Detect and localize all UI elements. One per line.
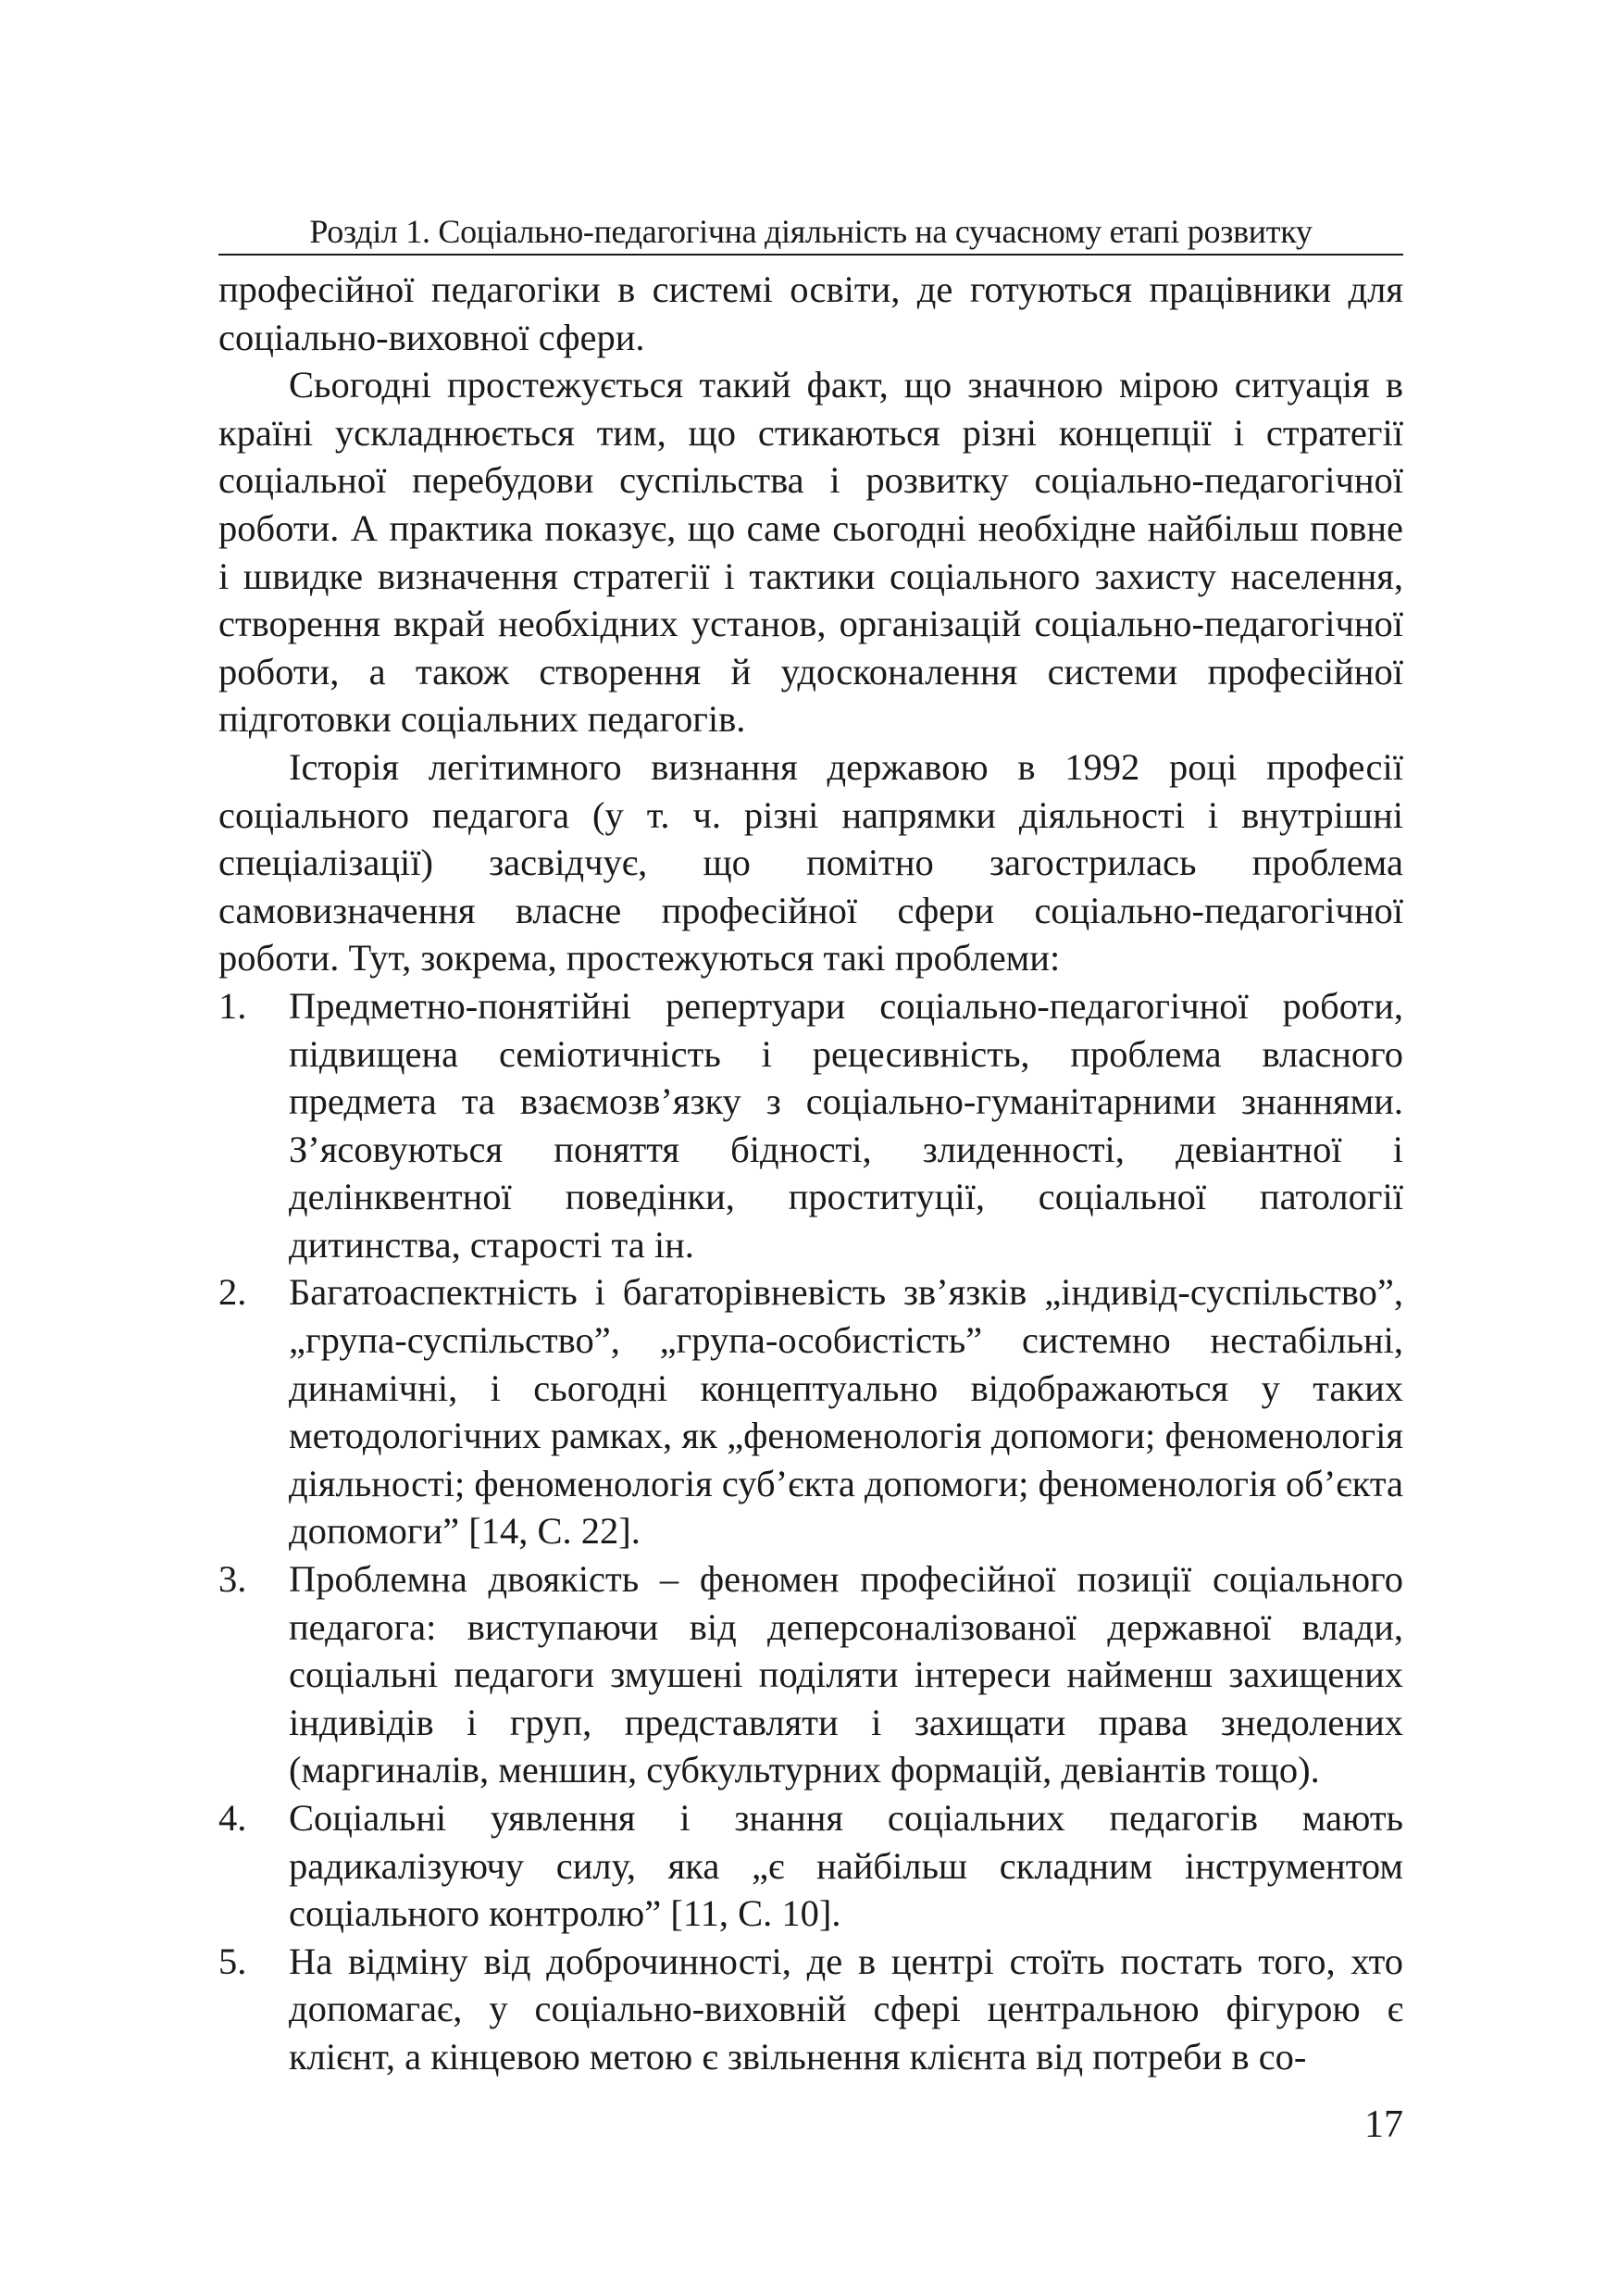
- list-item: [218, 982, 1403, 1269]
- list-item-text: Багатоаспектність і багаторівневість зв’язків „індивід-суспільство”, „група-суспільство”, „група-особистість” системно нестабільні, динамічні, і сьогодні концептуально відображаються у таких методологічних рамках, як „феноменологія допомоги; феноменологія діяльності; феноменологія суб’єкта допомоги; феноменологія об’єкта допомоги” [14, С. 22].: [289, 1271, 1403, 1553]
- list-item: [218, 1555, 1403, 1794]
- list-item-text: Предметно-понятійні репертуари соціально-педагогічної роботи, підвищена семіотичність і рецесивність, проблема власного предмета та взаємозв’язку з соціально-гуманітарними знаннями. З’ясовуються поняття бідності, злиденності, девіантної і делінквентної поведінки, проституції, соціальної патології дитинства, старості та ін.: [289, 984, 1403, 1266]
- list-item-text: Проблемна двоякість – феномен професійної позиції соціального педагога: виступаючи від деперсоналізованої державної влади, соціальні педагоги змушені поділяти інтереси найменш захищених індивідів і груп, представляти і захищати права знедолених (маргиналів, меншин, субкультурних формацій, девіантів тощо).: [289, 1558, 1403, 1791]
- problems-list: [218, 982, 1403, 2081]
- paragraph-1: Сьогодні простежується такий факт, що значною мірою ситуація в країні ускладнюється тим, що стикаються різні концепції і стратегії соціальної перебудови суспільства і розвитку соціально-педагогічної роботи. А практика показує, що саме сьогодні необхідне найбільш повне і швидке визначення стратегії і тактики соціального захисту населення, створення вкрай необхідних установ, організацій соціально-педагогічної роботи, а також створення й удосконалення системи професійної підготовки соціальних педагогів.: [218, 364, 1403, 741]
- list-item-number: 5.: [218, 1940, 247, 1982]
- list-item: [218, 1794, 1403, 1938]
- running-header: Розділ 1. Соціально-педагогічна діяльність на сучасному етапі розвитку: [218, 211, 1403, 256]
- list-item: [218, 1938, 1403, 2081]
- list-item-number: 1.: [218, 984, 247, 1027]
- list-item-number: 4.: [218, 1797, 247, 1839]
- list-item: [218, 1268, 1403, 1555]
- page-body: [218, 266, 1403, 2081]
- list-item-text: Соціальні уявлення і знання соціальних педагогів мають радикалізуючу силу, яка „є найбільш складним інструментом соціального контролю” [11, С. 10].: [289, 1797, 1403, 1935]
- paragraph-2: Історія легітимного визнання державою в 1992 році професії соціального педагога (у т. ч. різні напрямки діяльності і внутрішні спеціалізації) засвідчує, що помітно загострилась проблема самовизначення власне професійної сфери соціально-педагогічної роботи. Тут, зокрема, простежуються такі проблеми:: [218, 745, 1403, 980]
- list-item-number: 3.: [218, 1558, 247, 1601]
- continuation-paragraph: професійної педагогіки в системі освіти, де готуються працівники для соціально-виховної сфери.: [218, 268, 1403, 358]
- list-item-text: На відміну від доброчинності, де в центрі стоїть постать того, хто допомагає, у соціально-виховній сфері центральною фігурою є клієнт, а кінцевою метою є звільнення клієнта від потреби в со-: [289, 1940, 1403, 2078]
- list-item-number: 2.: [218, 1271, 247, 1314]
- page-number: 17: [1364, 2103, 1403, 2146]
